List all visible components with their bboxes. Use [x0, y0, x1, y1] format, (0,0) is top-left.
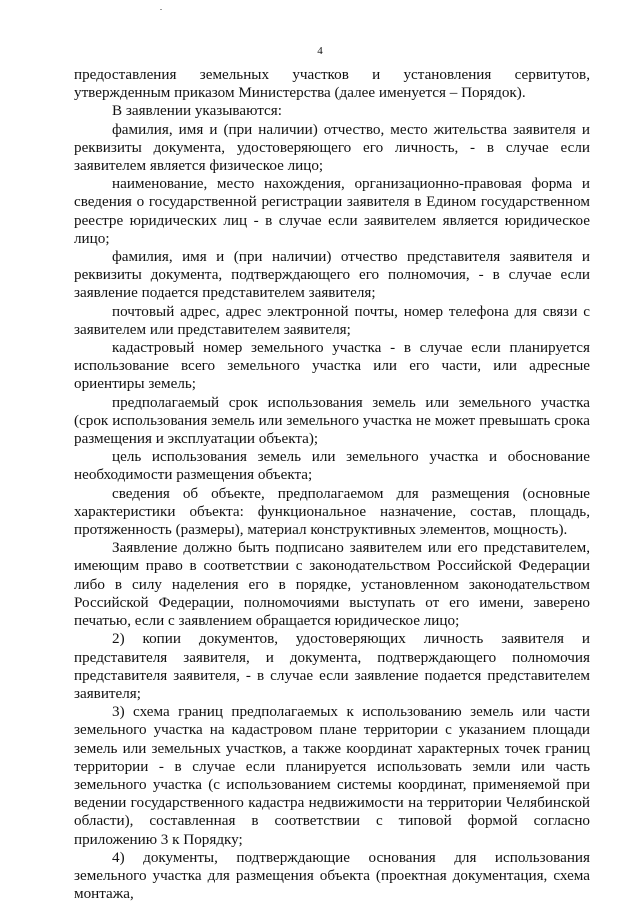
- paragraph-object-details: сведения об объекте, предполагаемом для размещения (основные характеристики объекта: функциональное назначение, состав, площадь, протяженность (размеры), материал конструктивных элементов, мощность).: [74, 484, 590, 539]
- paragraph-signature-requirement: Заявление должно быть подписано заявителем или его представителем, имеющим право в соответствии с законодательством Российской Федерации либо в силу наделения его в порядке, установленном законодательством Российской Федерации, полномочиями выступать от его имени, заверено печатью, если с заявлением обращается юридическое лицо;: [74, 539, 590, 630]
- page-number: 4: [317, 45, 323, 57]
- paragraph-item-2-document-copies: 2) копии документов, удостоверяющих личность заявителя и представителя заявителя, и документа, подтверждающего полномочия представителя заявителя, - в случае если заявление подается представителем заявителя;: [74, 630, 590, 702]
- paragraph-usage-period: предполагаемый срок использования земель или земельного участка (срок использования земель или земельного участка не может превышать срока размещения и эксплуатации объекта);: [74, 393, 590, 448]
- paragraph-item-3-boundary-scheme: 3) схема границ предполагаемых к использованию земель или части земельного участка на кадастровом плане территории с указанием площади земель или земельных участков, а также координат характерных точек границ территории - в случае если планируется использовать земли или часть земельного участка (с использованием системы координат, применяемой при ведении государственного кадастра недвижимости на территории Челябинской области), составленная в соответствии с типовой формой согласно приложению 3 к Порядку;: [74, 703, 590, 848]
- paragraph-application-contents-intro: В заявлении указываются:: [112, 102, 282, 120]
- paragraph-continuation: предоставления земельных участков и установления сервитутов, утвержденным приказом Министерства (далее именуется – Порядок).: [74, 66, 590, 102]
- paragraph-legal-entity-applicant: наименование, место нахождения, организационно-правовая форма и сведения о государственной регистрации заявителя в Едином государственном реестре юридических лиц - в случае если заявителем является юридическое лицо;: [74, 175, 590, 247]
- document-body: [74, 66, 590, 903]
- paragraph-contact-details: почтовый адрес, адрес электронной почты, номер телефона для связи с заявителем или представителем заявителя;: [74, 302, 590, 338]
- paragraph-cadastral-number: кадастровый номер земельного участка - в случае если планируется использование всего земельного участка или его части, или адресные ориентиры земель;: [74, 339, 590, 393]
- scan-speck: [160, 9, 162, 10]
- paragraph-usage-purpose: цель использования земель или земельного участка и обоснование необходимости размещения объекта;: [74, 448, 590, 484]
- paragraph-representative: фамилия, имя и (при наличии) отчество представителя заявителя и реквизиты документа, подтверждающего его полномочия, - в случае если заявление подается представителем заявителя;: [74, 248, 590, 302]
- paragraph-item-4-supporting-documents: 4) документы, подтверждающие основания для использования земельного участка для размещения объекта (проектная документация, схема монтажа,: [74, 848, 590, 903]
- paragraph-individual-applicant: фамилия, имя и (при наличии) отчество, место жительства заявителя и реквизиты документа, удостоверяющего его личность, - в случае если заявителем является физическое лицо;: [74, 120, 590, 175]
